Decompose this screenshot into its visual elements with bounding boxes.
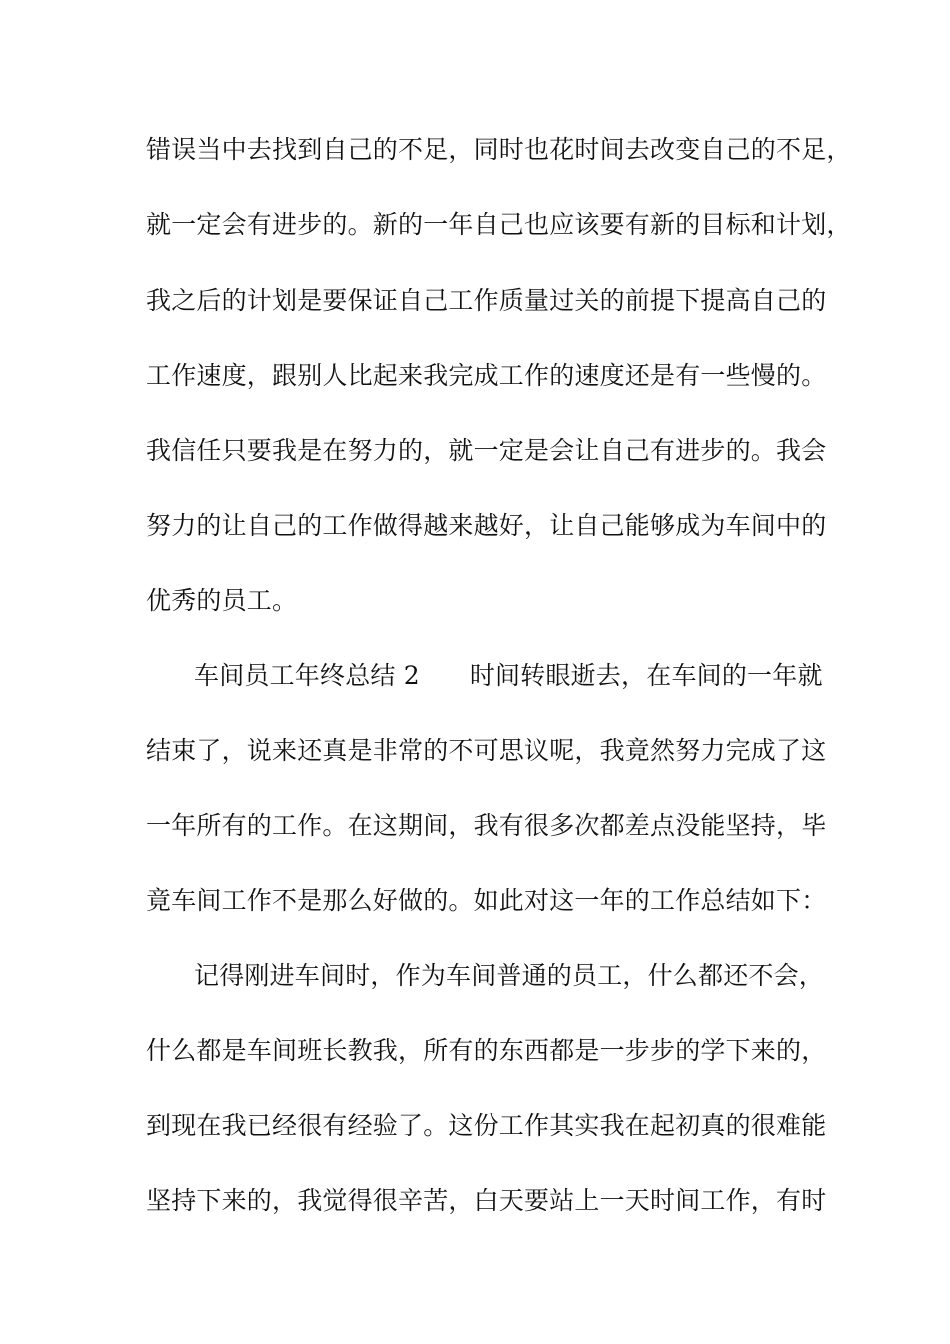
text-line: 就一定会有进步的。新的一年自己也应该要有新的目标和计划， [146, 210, 852, 239]
text-line: 工作速度，跟别人比起来我完成工作的速度还是有一些慢的。 [146, 361, 827, 390]
text-line: 到现在我已经很有经验了。这份工作其实我在起初真的很难能 [146, 1111, 827, 1140]
text-line: 什么都是车间班长教我，所有的东西都是一步步的学下来的， [146, 1036, 827, 1065]
text-line: 我信任只要我是在努力的，就一定是会让自己有进步的。我会 [146, 436, 827, 465]
section-heading-continuation: 时间转眼逝去，在车间的一年就 [469, 661, 823, 690]
text-line: 记得刚进车间时，作为车间普通的员工，什么都还不会， [194, 961, 825, 990]
text-line: 一年所有的工作。在这期间，我有很多次都差点没能坚持，毕 [146, 811, 827, 840]
text-line: 努力的让自己的工作做得越来越好，让自己能够成为车间中的 [146, 511, 827, 540]
text-line: 竟车间工作不是那么好做的。如此对这一年的工作总结如下： [146, 886, 827, 915]
text-line: 优秀的员工。 [146, 586, 298, 615]
text-line: 我之后的计划是要保证自己工作质量过关的前提下提高自己的 [146, 286, 827, 315]
section-heading: 车间员工年终总结 2 [194, 661, 420, 690]
text-line: 错误当中去找到自己的不足，同时也花时间去改变自己的不足， [146, 135, 852, 164]
text-line: 坚持下来的，我觉得很辛苦，白天要站上一天时间工作，有时 [146, 1186, 827, 1215]
section-heading-line [194, 660, 894, 692]
text-line: 结束了，说来还真是非常的不可思议呢，我竟然努力完成了这 [146, 736, 827, 765]
